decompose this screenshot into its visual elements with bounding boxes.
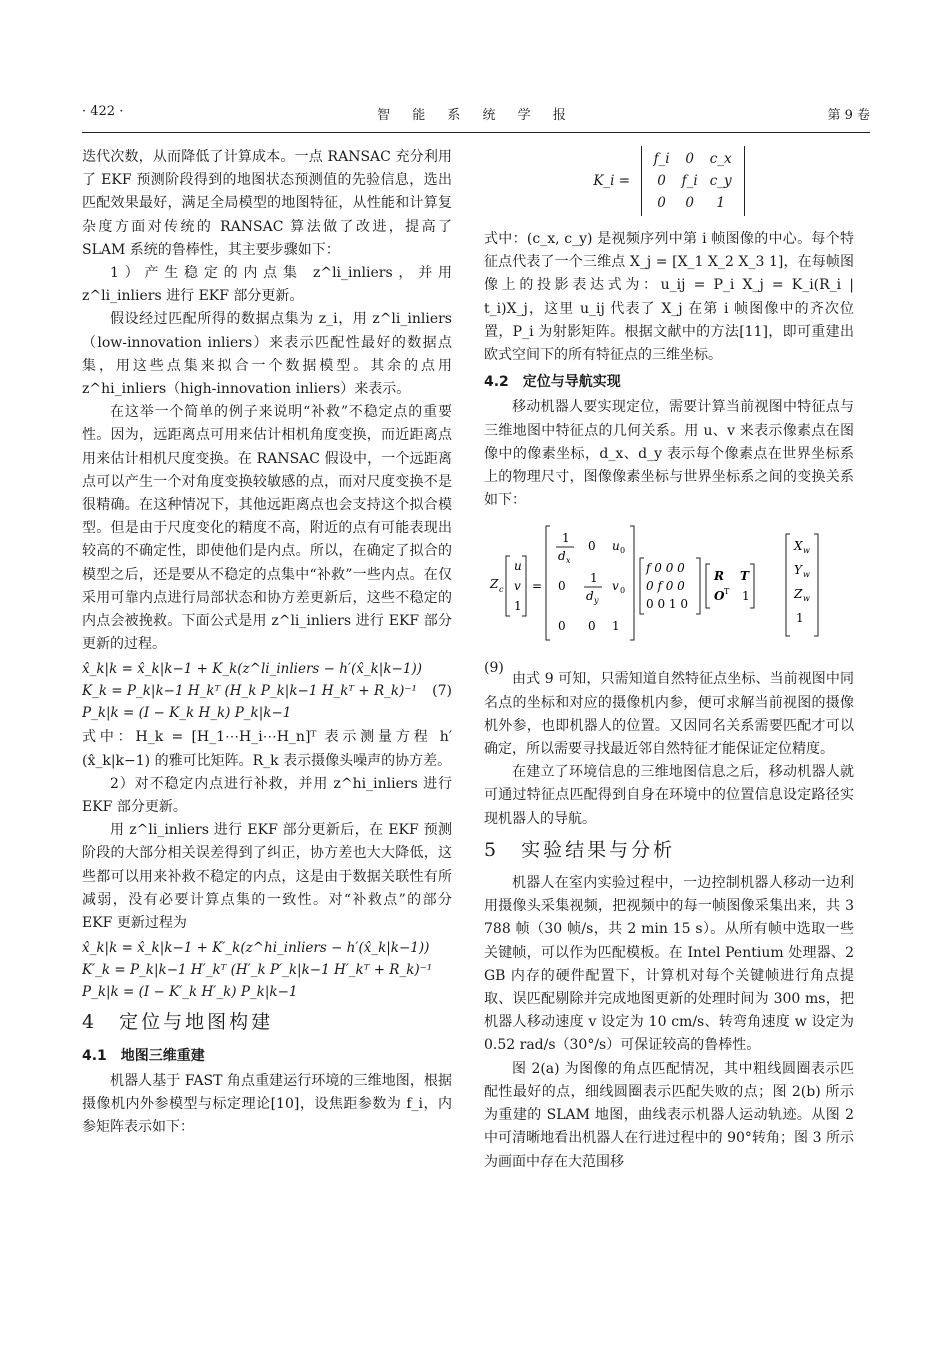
eq-symbol: 0 0 1 0 (646, 597, 688, 612)
paragraph: 1）产生稳定的内点集 z^li_inliers，并用 z^li_inliers 进行 EKF 部分更新。 (82, 265, 452, 305)
eq-symbol: 1 (562, 531, 570, 546)
eq-symbol: 0 (588, 619, 596, 634)
eq-symbol: 1 (612, 619, 620, 634)
equation-line: x̂_k|k = x̂_k|k−1 + K′_k(z^hi_inliers − h′(x̂_k|k−1)) (82, 940, 430, 957)
paragraph: 由式 9 可知，只需知道自然特征点坐标、当前视图中同名点的坐标和对应的摄像机内参，便可求解当前视图的摄像机外参，也即机器人的位置。又因同名关系需要匹配才可以确定，所以需要寻找最近邻自然特征才能保证定位精度。 (484, 671, 854, 758)
paragraph: 用 z^li_inliers 进行 EKF 部分更新后，在 EKF 预测阶段的大部分相关误差得到了纠正，协方差也大大降低，这些都可以用来补救不稳定的内点，这是由于数据关联性有所减弱，没有必要计算点集的一致性。对“补救点”的部分 EKF 更新过程为 (82, 822, 452, 932)
bracket-shape (506, 556, 510, 616)
eq-symbol: 0 (558, 619, 566, 634)
subsection-heading: 4.1 地图三维重建 (82, 1047, 205, 1064)
eq-symbol: O (714, 589, 725, 604)
eq-symbol: v (612, 579, 619, 594)
bracket-shape (522, 556, 526, 616)
section-heading: 5 实验结果与分析 (484, 838, 676, 861)
eq-symbol: Y (794, 563, 802, 578)
matrix-cell: 0 (657, 173, 666, 189)
matrix-cell: c_y (709, 173, 732, 189)
right-column (484, 146, 854, 1174)
eq-symbol: f 0 0 0 (646, 561, 685, 576)
equation-line: P_k|k = (I − K′_k H′_k) P_k|k−1 (82, 984, 298, 1001)
eq-symbol: u (514, 559, 522, 574)
bracket-shape (546, 526, 550, 640)
matrix-cell: f_i (681, 173, 698, 189)
bracket-shape (814, 534, 818, 636)
bracket-shape (750, 564, 754, 608)
paragraph: 在这举一个简单的例子来说明“补救”不稳定点的重要性。因为，远距离点可用来估计相机角度变换，而近距离点用来估计相机尺度变换。在 RANSAC 假设中，一个远距离点可以产生一个对角度变换较敏感的点，而对尺度变换不是很精确。在这种情况下，其他远距离点也会支持这个拟合模型。但是由于尺度变化的精度不高，附近的点有可能表现出较高的不确定性，即使他们是内点。所以，在确定了拟合的模型之后，还是要从不稳定的点集中“补救”一些内点。在仅采用可靠内点进行局部状态和协方差更新后，这些不稳定的内点会被挽救。下面公式是用 z^li_inliers 进行 EKF 部分更新的过程。 (82, 404, 452, 653)
eq-symbol: w (803, 570, 810, 580)
eq-symbol: 0 (588, 539, 596, 554)
eq-symbol: 0 (620, 546, 626, 556)
left-column (82, 146, 452, 1139)
eq-symbol: 1 (796, 611, 804, 626)
paragraph: 假设经过匹配所得的数据点集为 z_i，用 z^li_inliers（low-innovation inliers）来表示匹配性最好的数据点集，用这些点集来拟合一个数据模型。其余的点用 z^hi_inliers（high-innovation inliers）来表示。 (82, 311, 452, 398)
eq-symbol: w (803, 594, 810, 604)
equation-7 (82, 658, 452, 724)
equation-line: P_k|k = (I − K_k H_k) P_k|k−1 (82, 705, 292, 722)
matrix-label: K_i = (593, 173, 631, 189)
volume-label: 第 9 卷 (827, 108, 870, 123)
camera-model-equation (484, 518, 854, 676)
bracket-shape (640, 558, 644, 614)
paragraph: 式中：(c_x, c_y) 是视频序列中第 i 帧图像的中心。每个特征点代表了一个三维点 X_j = [X_1 X_2 X_3 1]，在每帧图像上的投影表达式为：u_ij = P_i X_j = K_i(R_i | t_i)X_j，这里 u_ij 代表了 X_j 在第 i 帧图像中的齐次位置，P_i 为射影矩阵。根据文献中的方法[11]，即可重建出欧式空间下的所有特征点的三维坐标。 (484, 231, 854, 364)
page-header (82, 104, 870, 128)
paragraph: 迭代次数，从而降低了计算成本。一点 RANSAC 充分利用了 EKF 预测阶段得到的地图状态预测值的先验信息，选出匹配效果最好，满足全局模型的地图特征，从性能和计算复杂度方面对传统的 RANSAC 算法做了改进，提高了 SLAM 系统的鲁棒性，其主要步骤如下： (82, 149, 452, 258)
page-number: · 422 · (82, 104, 124, 119)
eq-symbol: Z (794, 587, 803, 602)
eq-symbol: y (594, 596, 599, 606)
paragraph: 2）对不稳定内点进行补救，并用 z^hi_inliers 进行 EKF 部分更新。 (82, 775, 452, 816)
eq-symbol: u (612, 539, 620, 554)
eq-symbol: 1 (514, 599, 522, 614)
eq-symbol: 0 (620, 586, 626, 596)
eq-symbol: c (499, 585, 504, 595)
equation-line: K_k = P_k|k−1 H_kᵀ (H_k P_k|k−1 H_kᵀ + R_k)⁻¹ (82, 683, 417, 700)
bracket-shape (630, 526, 634, 640)
equation-line: K′_k = P_k|k−1 H′_kᵀ (H′_k P′_k|k−1 H′_kᵀ + R_k)⁻¹ (82, 962, 433, 979)
eq-symbol: d (558, 549, 566, 564)
eq-symbol: X (794, 539, 803, 554)
paragraph: 式中：H_k = [H_1⋯H_i⋯H_n]ᵀ 表示测量方程 h′(x̂_k|k−1) 的雅可比矩阵。R_k 表示摄像头噪声的协方差。 (82, 729, 452, 769)
eq-symbol: T (724, 587, 730, 597)
intrinsic-matrix (484, 146, 854, 222)
equation-number: (9) (484, 659, 504, 676)
matrix-bracket (641, 146, 745, 216)
eq-symbol: R (714, 569, 724, 584)
bracket-shape (696, 558, 700, 614)
bracket-shape (706, 564, 710, 608)
equation-9-figure (484, 518, 854, 648)
eq-symbol: d (586, 589, 594, 604)
matrix-cell: 0 (685, 195, 694, 211)
eq-symbol: v (514, 579, 521, 594)
eq-symbol: x (566, 556, 571, 566)
matrix-cell: 0 (685, 151, 694, 167)
eq-symbol: = (532, 579, 543, 594)
equation-line: x̂_k|k = x̂_k|k−1 + K_k(z^li_inliers − h′(x̂_k|k−1)) (82, 661, 422, 678)
journal-title: 智 能 系 统 学 报 (377, 108, 575, 123)
paragraph: 移动机器人要实现定位，需要计算当前视图中特征点与三维地图中特征点的几何关系。用 u、v 来表示像素点在图像中的像素坐标，d_x、d_y 表示每个像素点在世界坐标系上的物理尺寸，图像像素坐标与世界坐标系之间的变换关系如下： (484, 399, 854, 509)
section-heading: 4 定位与地图构建 (82, 1011, 274, 1034)
header-rule (82, 132, 870, 133)
matrix-cell: 1 (716, 195, 725, 211)
eq-symbol: 1 (590, 571, 598, 586)
paragraph: 机器人基于 FAST 角点重建运行环境的三维地图，根据摄像机内外参模型与标定理论[10]，设焦距参数为 f_i，内参矩阵表示如下： (82, 1072, 452, 1136)
paragraph: 图 2(a) 为图像的角点匹配情况，其中粗线圆圈表示匹配性最好的点，细线圆圈表示匹配失败的点；图 2(b) 所示为重建的 SLAM 地图，曲线表示机器人运动轨迹。从图 2 中可清晰地看出机器人在行进过程中的 90°转角；图 3 所示为画面中存在大范围移 (484, 1060, 854, 1170)
equation-number: (7) (432, 683, 452, 700)
paragraph: 机器人在室内实验过程中，一边控制机器人移动一边利用摄像头采集视频，把视频中的每一帧图像采集出来，共 3 788 帧（30 帧/s，共 2 min 15 s）。从所有帧中选取一些关键帧，可以作为匹配模板。在 Intel Pentium 处理器、2 GB 内存的硬件配置下，计算机对每个关键帧进行角点提取、误匹配剔除并完成地图更新的处理时间为 300 ms，把机器人移动速度 v 设定为 10 cm/s、转弯角速度 w 设定为 0.52 rad/s（30°/s）可保证较高的鲁棒性。 (484, 875, 854, 1054)
eq-symbol: Z (490, 577, 499, 592)
equation-8 (82, 937, 452, 1003)
bracket-shape (786, 534, 790, 636)
matrix-cell: f_i (653, 151, 670, 167)
eq-symbol: 0 (558, 579, 566, 594)
eq-symbol: w (803, 546, 810, 556)
paragraph: 在建立了环境信息的三维地图信息之后，移动机器人就可通过特征点匹配得到自身在环境中的位置信息设定路径实现机器人的导航。 (484, 764, 854, 827)
matrix-cell: 0 (657, 195, 666, 211)
subsection-heading: 4.2 定位与导航实现 (484, 374, 621, 391)
eq-symbol: 1 (742, 589, 750, 604)
matrix-cell: c_x (709, 151, 732, 167)
eq-symbol: T (740, 569, 749, 584)
eq-symbol: 0 f 0 0 (646, 579, 685, 594)
